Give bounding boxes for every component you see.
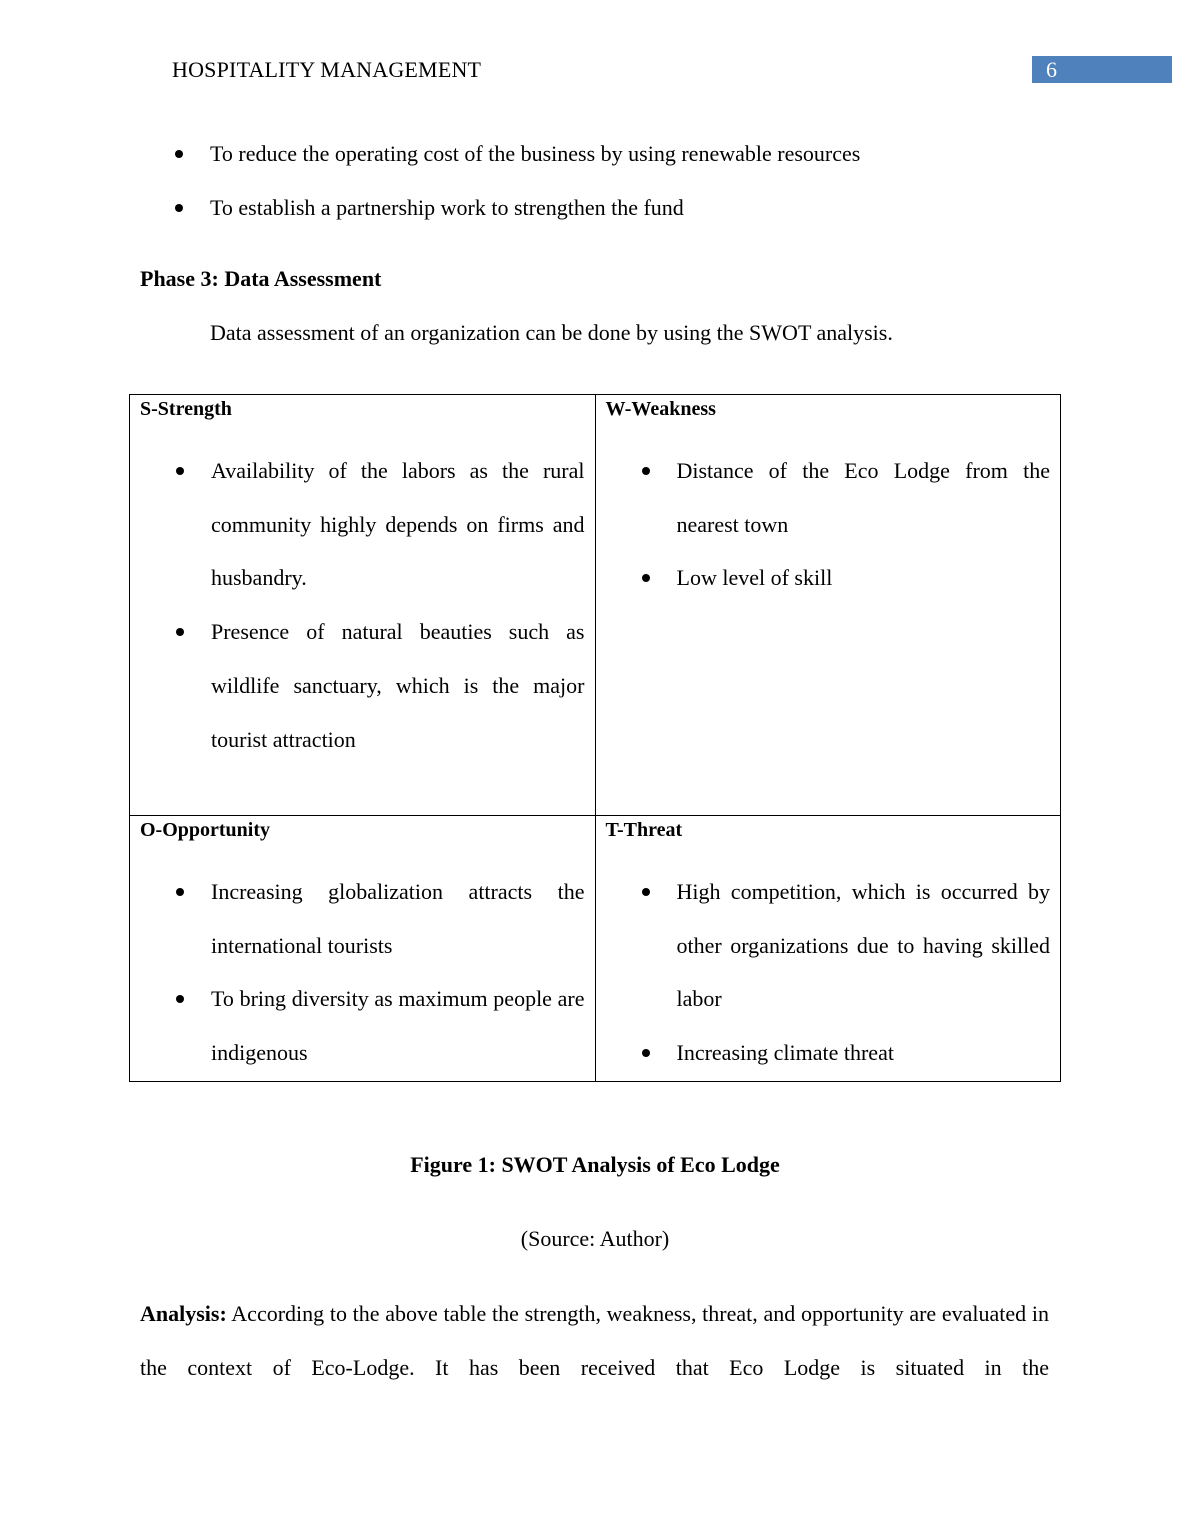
bullet-icon — [642, 574, 650, 582]
page-number-badge — [1032, 56, 1172, 83]
swot-item-text: Increasing globalization attracts the international tourists — [211, 879, 585, 958]
swot-item-text: Availability of the labors as the rural community highly depends on firms and husbandry. — [211, 458, 585, 591]
swot-item — [173, 444, 585, 605]
swot-heading-strength: S-Strength — [140, 398, 232, 420]
swot-item-text: Distance of the Eco Lodge from the nearest town — [676, 458, 1050, 537]
figure-caption: Figure 1: SWOT Analysis of Eco Lodge — [410, 1152, 780, 1177]
swot-cell-weakness — [595, 395, 1061, 816]
swot-list-weakness — [639, 444, 1051, 605]
swot-heading-threat: T-Threat — [605, 819, 683, 841]
section-heading: Phase 3: Data Assessment — [140, 266, 382, 291]
intro-paragraph: Data assessment of an organization can be done by using the SWOT analysis. — [210, 320, 893, 345]
swot-item-text: Low level of skill — [676, 565, 833, 591]
swot-item — [173, 865, 585, 972]
swot-heading-opportunity: O-Opportunity — [140, 819, 271, 841]
swot-item-text: To bring diversity as maximum people are indigenous — [211, 986, 585, 1066]
bullet-icon — [176, 995, 184, 1003]
swot-item — [173, 605, 585, 766]
swot-item — [639, 1026, 1051, 1080]
figure-source: (Source: Author) — [520, 1226, 670, 1251]
running-header-title: HOSPITALITY MANAGEMENT — [172, 57, 482, 82]
swot-heading-weakness: W-Weakness — [605, 398, 716, 420]
objective-text: To establish a partnership work to strengthen the fund — [210, 195, 684, 220]
swot-item-text: Increasing climate threat — [676, 1040, 894, 1066]
swot-cell-opportunity — [130, 816, 596, 1082]
swot-list-threat — [639, 865, 1051, 1080]
bullet-icon — [642, 1049, 650, 1057]
swot-list-opportunity — [173, 865, 585, 1080]
swot-item-text: High competition, which is occurred by other organizations due to having skilled labor — [676, 879, 1050, 1012]
analysis-paragraph — [140, 1287, 1049, 1395]
swot-cell-strength — [130, 395, 596, 816]
bullet-icon — [176, 467, 184, 475]
bullet-icon — [176, 888, 184, 896]
swot-item — [173, 972, 585, 1079]
swot-item — [639, 865, 1051, 1026]
swot-cell-threat — [595, 816, 1061, 1082]
analysis-text: According to the above table the strength, weakness, threat, and opportunity are evaluated in the context of Eco-Lodge. It has been received that Eco Lodge is situated in the — [140, 1301, 1049, 1380]
page-number: 6 — [1046, 57, 1057, 82]
bullet-icon — [175, 204, 183, 212]
swot-item — [639, 444, 1051, 551]
objective-text: To reduce the operating cost of the business by using renewable resources — [210, 141, 861, 166]
bullet-icon — [176, 628, 184, 636]
swot-table — [129, 394, 1061, 1082]
analysis-lead: Analysis: — [140, 1301, 227, 1326]
bullet-icon — [642, 888, 650, 896]
swot-item — [639, 551, 1051, 605]
bullet-icon — [642, 467, 650, 475]
bullet-icon — [175, 150, 183, 158]
swot-list-strength — [173, 444, 585, 766]
swot-item-text: Presence of natural beauties such as wildlife sanctuary, which is the major tourist attraction — [211, 619, 585, 752]
